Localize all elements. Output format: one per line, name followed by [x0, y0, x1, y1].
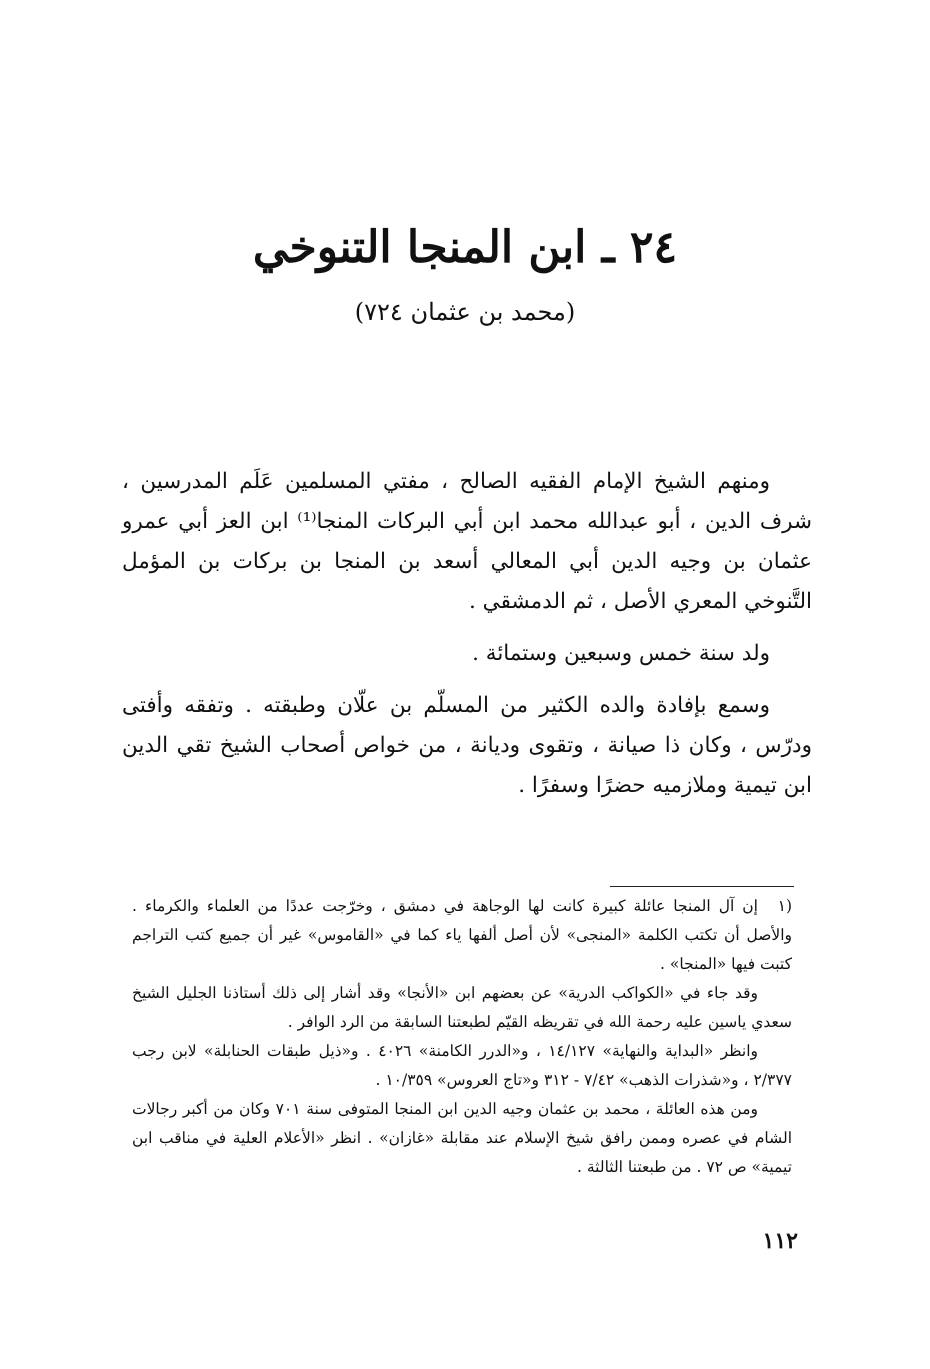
footnote-text-3: وانظر «البداية والنهاية» ١٤/١٢٧ ، و«الدرر الكامنة» ٤٠٢٦ . و«ذيل طبقات الحنابلة» لابن رجب ٢/٣٧٧ ، و«شذرات الذهب» ٧/٤٢ - ٣١٢ و«تاج العروس» ١٠/٣٥٩ . — [132, 1042, 792, 1089]
footnote-text-1: إن آل المنجا عائلة كبيرة كانت لها الوجاهة في دمشق ، وخرّجت عددًا من العلماء والكرماء . والأصل أن تكتب الكلمة «المنجى» لأن أصل ألفها ياء كما في «القاموس» غير أن جميع كتب التراجم كتبت فيها «المنجا» . — [132, 897, 792, 973]
paragraph-3: وسمع بإفادة والده الكثير من المسلّم بن علّان وطبقته . وتفقه وأفتى ودرّس ، وكان ذا صيانة ، وتقوى وديانة ، من خواص أصحاب الشيخ تقي الدين ابن تيمية وملازميه حضرًا وسفرًا . — [122, 693, 812, 798]
page-number: ١١٢ — [762, 1228, 798, 1254]
main-text — [122, 462, 812, 818]
paragraph-1: ومنهم الشيخ الإمام الفقيه الصالح ، مفتي المسلمين عَلَم المدرسين ، شرف الدين ، أبو عبدالله محمد ابن أبي البركات المنجا⁽¹⁾ ابن العز أبي عمرو عثمان بن وجيه الدين أبي المعالي أسعد بن المنجا بن بركات بن المؤمل التَّنوخي المعري الأصل ، ثم الدمشقي . — [122, 469, 812, 614]
footnote-divider — [610, 886, 794, 887]
paragraph-2: ولد سنة خمس وسبعين وستمائة . — [472, 641, 770, 666]
chapter-title: ٢٤ ـ ابن المنجا التنوخي — [252, 222, 678, 273]
footnote-text-4: ومن هذه العائلة ، محمد بن عثمان وجيه الدين ابن المنجا المتوفى سنة ٧٠١ وكان من أكبر رجالات الشام في عصره وممن رافق شيخ الإسلام عند مقابلة «غازان» . انظر «الأعلام العلية في مناقب ابن تيمية» ص ٧٢ . من طبعتنا الثالثة . — [132, 1100, 792, 1176]
footnote-text-2: وقد جاء في «الكواكب الدرية» عن بعضهم ابن «الأنجا» وقد أشار إلى ذلك أستاذنا الجليل الشيخ سعدي ياسين عليه رحمة الله في تقريظه القيّم لطبعتنا السابقة من الرد الوافر . — [132, 984, 792, 1031]
footnote-1 — [132, 892, 792, 979]
footnotes — [132, 892, 792, 1182]
footnote-number: (١ — [777, 897, 792, 915]
chapter-subtitle: (محمد بن عثمان ٧٢٤) — [354, 298, 576, 326]
